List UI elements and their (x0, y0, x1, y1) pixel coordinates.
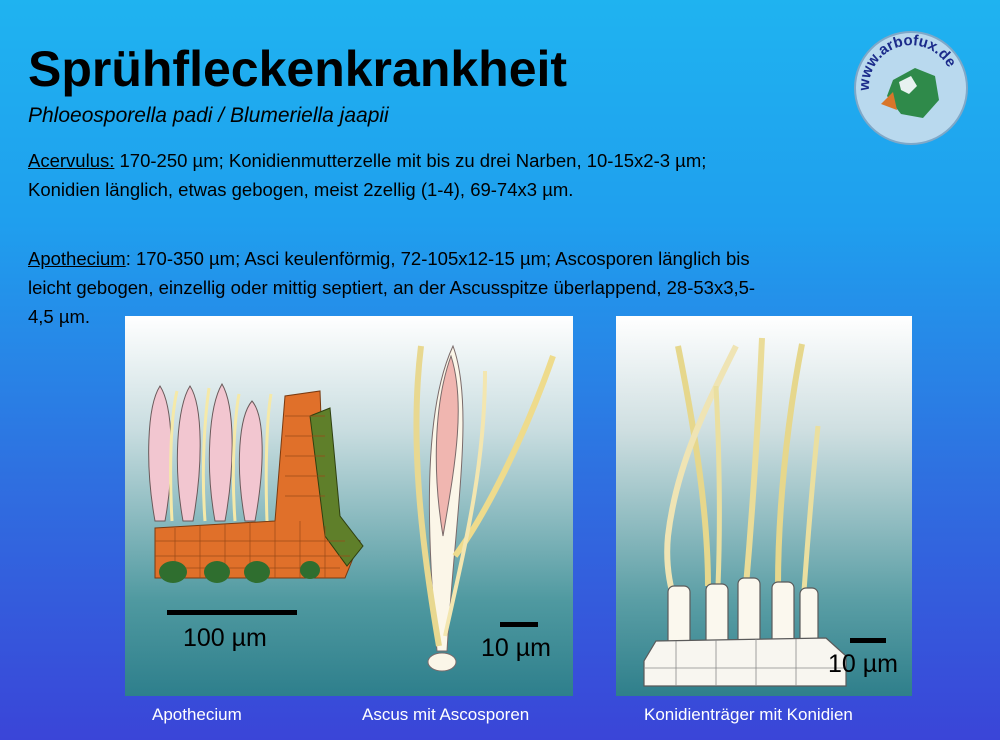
acervulus-line2: Konidien länglich, etwas gebogen, meist 2zellig (1-4), 69-74x3 µm. (28, 179, 574, 200)
page-subtitle: Phloeosporella padi / Blumeriella jaapii (28, 104, 389, 127)
apothecium-figure (125, 316, 573, 696)
konidien-figure (616, 316, 912, 696)
caption-apothecium: Apothecium (152, 705, 242, 724)
ascus-drawing (416, 346, 553, 671)
scale-label-10a: 10 µm (481, 634, 551, 662)
apothecium-line1: : 170-350 µm; Asci keulenförmig, 72-105x12-15 µm; Ascosporen länglich bis (125, 248, 750, 269)
konidien-drawing (644, 338, 886, 686)
apothecium-drawing (149, 384, 363, 615)
svg-text:www.arbofux.de: www.arbofux.de (855, 32, 960, 92)
acervulus-line1: 170-250 µm; Konidienmutterzelle mit bis zu drei Narben, 10-15x2-3 µm; (114, 150, 707, 171)
page-title: Sprühfleckenkrankheit (28, 41, 568, 97)
apothecium-line3: 4,5 µm. (28, 306, 91, 327)
caption-ascus: Ascus mit Ascosporen (362, 705, 530, 724)
acervulus-paragraph (28, 146, 973, 204)
caption-konidien: Konidienträger mit Konidien (644, 705, 853, 724)
apothecium-line2: leicht gebogen, einzellig oder mittig septiert, an der Ascusspitze überlappend, 28-53x3,5- (28, 277, 756, 298)
scale-label-10b: 10 µm (828, 650, 898, 678)
scale-label-100: 100 µm (183, 624, 267, 652)
acervulus-label: Acervulus: (28, 150, 115, 171)
arbofux-logo[interactable] (853, 30, 969, 146)
apothecium-label: Apothecium (28, 248, 126, 269)
